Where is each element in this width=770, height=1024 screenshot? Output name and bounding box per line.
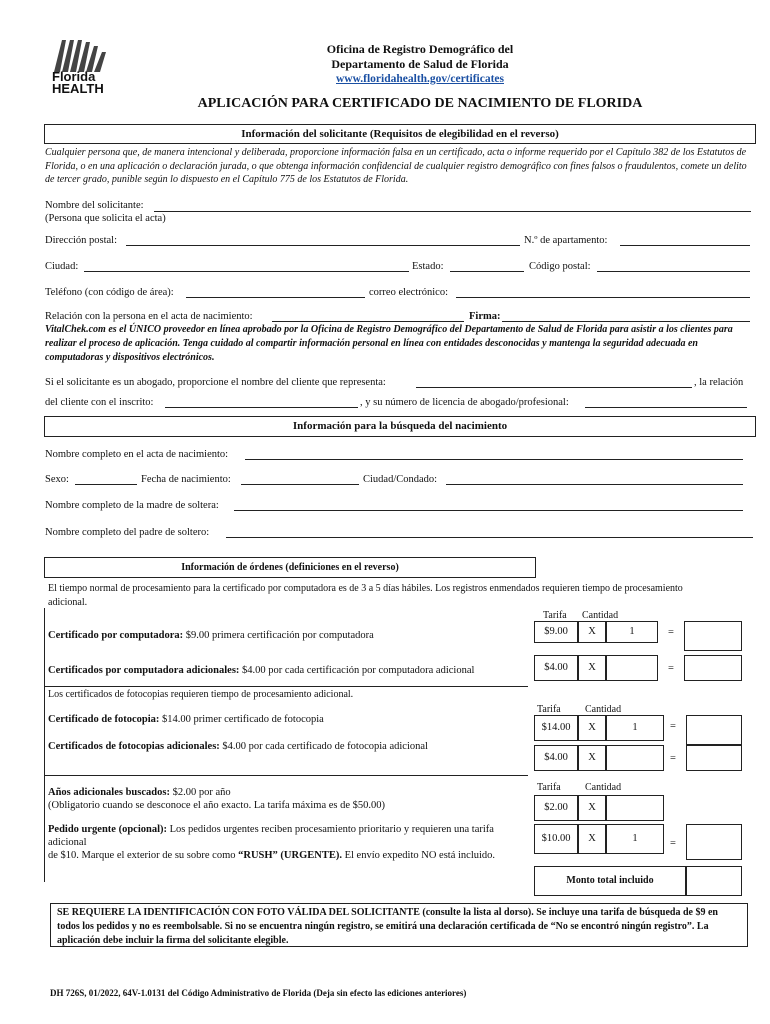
rush-desc-2a: de $10. Marque el exterior de su sobre como bbox=[48, 850, 236, 861]
city-field[interactable] bbox=[84, 271, 409, 272]
attorney-label-1b: , la relación bbox=[694, 377, 744, 388]
relation-field[interactable] bbox=[272, 321, 464, 322]
father-label: Nombre completo del padre de soltero: bbox=[45, 527, 210, 538]
fullname-label: Nombre completo en el acta de nacimiento: bbox=[45, 449, 229, 460]
client-relation-field[interactable] bbox=[165, 407, 358, 408]
years-fee: $2.00 bbox=[534, 795, 578, 821]
rush-fee: $10.00 bbox=[534, 824, 578, 854]
city-label: Ciudad: bbox=[45, 261, 79, 272]
rush-desc: Los pedidos urgentes reciben procesamiento prioritario y requieren una tarifa adicional bbox=[48, 824, 494, 848]
phone-label: Teléfono (con código de área): bbox=[45, 287, 174, 298]
photo-add-qty[interactable] bbox=[606, 745, 664, 771]
photo-cert-desc: $14.00 primer certificado de fotocopia bbox=[162, 714, 324, 725]
phone-field[interactable] bbox=[186, 297, 365, 298]
zip-field[interactable] bbox=[597, 271, 750, 272]
computer-add-row bbox=[48, 665, 474, 676]
photo-add-total[interactable] bbox=[686, 745, 742, 771]
mother-label: Nombre completo de la madre de soltera: bbox=[45, 500, 219, 511]
mother-field[interactable] bbox=[234, 510, 743, 511]
applicant-name-sublabel: (Persona que solicita el acta) bbox=[45, 213, 166, 224]
signature-label: Firma: bbox=[469, 311, 501, 322]
applicant-section-header: Información del solicitante (Requisitos de elegibilidad en el reverso) bbox=[44, 124, 756, 144]
rush-total[interactable] bbox=[686, 824, 742, 860]
address-label: Dirección postal: bbox=[45, 235, 118, 246]
county-label: Ciudad/Condado: bbox=[363, 474, 438, 485]
years-label: Años adicionales buscados: bbox=[48, 787, 170, 798]
orders-left-border bbox=[44, 608, 45, 882]
computer-add-desc: $4.00 por cada certificación por computadora adicional bbox=[242, 665, 475, 676]
dob-label: Fecha de nacimiento: bbox=[141, 474, 231, 485]
rush-desc-2b: “RUSH” (URGENTE). bbox=[238, 850, 342, 861]
id-requirement-notice: SE REQUIERE LA IDENTIFICACIÓN CON FOTO VÁLIDA DEL SOLICITANTE (consulte la lista al dorso). Se incluye una tarifa de búsqueda de $9 en todos los pedidos y no es reembolsable. Si no se encuentra ningún registro, se emitirá una declaración certificada de “No se encontró ningún registro”. La aplicación debe incluir la firma del solicitante elegible. bbox=[50, 903, 748, 947]
photo-cert-fee: $14.00 bbox=[534, 715, 578, 741]
computer-add-total[interactable] bbox=[684, 655, 742, 681]
computer-cert-desc: $9.00 primera certificación por computadora bbox=[185, 630, 374, 641]
rush-x: X bbox=[578, 824, 606, 854]
logo-text-florida: Florida bbox=[52, 69, 96, 84]
fraud-warning: Cualquier persona que, de manera intencional y deliberada, proporcione información falsa en un certificado, acta o informe requerido por el Capítulo 382 de los Estatutos de Florida, o en una aplicación o declaración jurada, o que obtenga información confidencial de cualquier registro demográfico con fines falsos o fraudulentos, comete un delito de tercer grado, punible según lo dispuesto en el Capítulo 775 de los Estatutos de Florida. bbox=[45, 147, 747, 185]
computer-add-eq: = bbox=[668, 663, 674, 674]
fee-header-2: Tarifa bbox=[537, 704, 561, 715]
apt-label: N.º de apartamento: bbox=[524, 235, 608, 246]
client-name-field[interactable] bbox=[416, 387, 692, 388]
photo-cert-eq: = bbox=[670, 721, 676, 732]
florida-health-logo bbox=[52, 38, 107, 96]
computer-cert-fee: $9.00 bbox=[534, 621, 578, 643]
orders-divider-2 bbox=[44, 775, 528, 776]
photo-add-desc: $4.00 por cada certificado de fotocopia adicional bbox=[222, 741, 428, 752]
sun-rays-icon bbox=[52, 38, 107, 72]
applicant-name-label: Nombre del solicitante: bbox=[45, 200, 144, 211]
county-field[interactable] bbox=[446, 484, 743, 485]
computer-cert-label: Certificado por computadora: bbox=[48, 630, 184, 641]
years-sub: (Obligatorio cuando se desconoce el año exacto. La tarifa máxima es de $50.00) bbox=[48, 800, 386, 811]
processing-note: El tiempo normal de procesamiento para la certificado por computadora es de 3 a 5 días hábiles. Los registros enmendados requieren tiempo de procesamiento adicional. bbox=[48, 583, 683, 608]
state-label: Estado: bbox=[412, 261, 444, 272]
years-desc: $2.00 por año bbox=[172, 787, 231, 798]
computer-cert-eq: = bbox=[668, 627, 674, 638]
attorney-label-1: Si el solicitante es un abogado, proporcione el nombre del cliente que representa: bbox=[45, 377, 386, 388]
computer-add-x: X bbox=[578, 655, 606, 681]
attorney-label-2: del cliente con el inscrito: bbox=[45, 397, 154, 408]
fullname-field[interactable] bbox=[245, 459, 743, 460]
qty-header-3: Cantidad bbox=[585, 782, 622, 793]
orders-divider-1 bbox=[44, 686, 528, 687]
rush-eq: = bbox=[670, 838, 676, 849]
orders-section-header: Información de órdenes (definiciones en el reverso) bbox=[44, 557, 536, 578]
years-row bbox=[48, 787, 231, 798]
office-line-2: Departamento de Salud de Florida bbox=[331, 57, 509, 71]
address-field[interactable] bbox=[126, 245, 520, 246]
state-field[interactable] bbox=[450, 271, 524, 272]
form-footer: DH 726S, 01/2022, 64V-1.0131 del Código Administrativo de Florida (Deja sin efecto las ediciones anteriores) bbox=[50, 988, 467, 998]
fee-header-3: Tarifa bbox=[537, 782, 561, 793]
computer-cert-row bbox=[48, 630, 374, 641]
photo-cert-total[interactable] bbox=[686, 715, 742, 745]
office-line-1: Oficina de Registro Demográfico del bbox=[326, 42, 514, 56]
license-number-field[interactable] bbox=[585, 407, 747, 408]
photo-cert-x: X bbox=[578, 715, 606, 741]
attorney-label-2b: , y su número de licencia de abogado/profesional: bbox=[360, 397, 569, 408]
page-title: APLICACIÓN PARA CERTIFICADO DE NACIMIENTO DE FLORIDA bbox=[197, 96, 643, 111]
dob-field[interactable] bbox=[241, 484, 359, 485]
photo-cert-qty[interactable]: 1 bbox=[606, 715, 664, 741]
rush-row bbox=[48, 823, 532, 862]
rush-desc-2c: El envío expedito NO está incluido. bbox=[344, 850, 496, 861]
computer-cert-total[interactable] bbox=[684, 621, 742, 651]
email-field[interactable] bbox=[456, 297, 750, 298]
qty-header-2: Cantidad bbox=[585, 704, 622, 715]
computer-add-label: Certificados por computadora adicionales: bbox=[48, 665, 240, 676]
total-label: Monto total incluido bbox=[534, 866, 686, 896]
photo-cert-row bbox=[48, 714, 324, 725]
photo-add-eq: = bbox=[670, 753, 676, 764]
total-amount-field[interactable] bbox=[686, 866, 742, 896]
rush-qty[interactable]: 1 bbox=[606, 824, 664, 854]
computer-add-fee: $4.00 bbox=[534, 655, 578, 681]
photo-add-label: Certificados de fotocopias adicionales: bbox=[48, 741, 220, 752]
search-section-header: Información para la búsqueda del nacimiento bbox=[44, 416, 756, 437]
apt-field[interactable] bbox=[620, 245, 750, 246]
sex-label: Sexo: bbox=[45, 474, 69, 485]
photo-cert-label: Certificado de fotocopia: bbox=[48, 714, 160, 725]
father-field[interactable] bbox=[226, 537, 753, 538]
fee-header-1: Tarifa bbox=[543, 610, 567, 621]
qty-header-1: Cantidad bbox=[582, 610, 619, 621]
years-qty[interactable] bbox=[606, 795, 664, 821]
applicant-name-field[interactable] bbox=[154, 211, 751, 212]
relation-label: Relación con la persona en el acta de nacimiento: bbox=[45, 311, 253, 322]
photocopy-note: Los certificados de fotocopias requieren tiempo de procesamiento adicional. bbox=[48, 689, 354, 700]
photo-add-x: X bbox=[578, 745, 606, 771]
photo-add-row bbox=[48, 741, 428, 752]
computer-cert-qty[interactable]: 1 bbox=[606, 621, 658, 643]
website-link[interactable]: www.floridahealth.gov/certificates bbox=[336, 73, 504, 85]
rush-label: Pedido urgente (opcional): bbox=[48, 824, 167, 835]
computer-add-qty[interactable] bbox=[606, 655, 658, 681]
signature-field[interactable] bbox=[502, 321, 750, 322]
logo-text-health: HEALTH bbox=[52, 81, 104, 96]
zip-label: Código postal: bbox=[529, 261, 591, 272]
years-x: X bbox=[578, 795, 606, 821]
sex-field[interactable] bbox=[75, 484, 137, 485]
vitalchek-note: VitalChek.com es el ÚNICO proveedor en línea aprobado por la Oficina de Registro Demográfico del Departamento de Salud de Florida para asistir a los clientes para realizar el proceso de aplicación. Tenga cuidado al compartir información personal en línea con entidades desconocidas y mantenga la seguridad adecuada en computadoras y dispositivos electrónicos. bbox=[45, 324, 733, 363]
computer-cert-x: X bbox=[578, 621, 606, 643]
photo-add-fee: $4.00 bbox=[534, 745, 578, 771]
email-label: correo electrónico: bbox=[369, 287, 448, 298]
